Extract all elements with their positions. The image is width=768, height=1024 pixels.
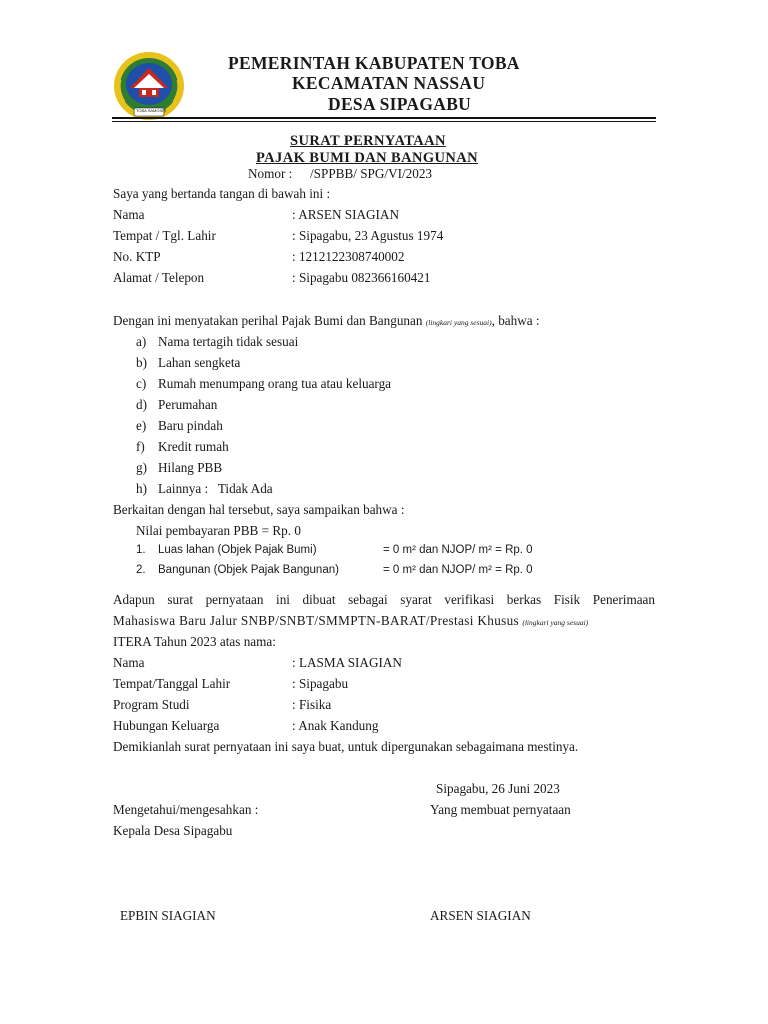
- detail-label: Bangunan (Objek Pajak Bangunan): [158, 564, 339, 576]
- option-letter: d): [136, 397, 147, 412]
- option-text: Rumah menumpang orang tua atau keluarga: [158, 376, 392, 391]
- statement-suffix: , bahwa :: [491, 313, 540, 328]
- approver-label: Mengetahui/mengesahkan :: [113, 802, 259, 817]
- intro-text: Saya yang bertanda tangan di bawah ini :: [113, 186, 331, 201]
- approver-name: EPBIN SIAGIAN: [120, 908, 216, 923]
- declarant-label: Nama: [113, 207, 145, 222]
- student-label: Program Studi: [113, 697, 190, 712]
- related-text: Berkaitan dengan hal tersebut, saya sampaikan bahwa :: [113, 502, 405, 517]
- option-text: Lainnya : Tidak Ada: [158, 481, 273, 496]
- declarant-label: No. KTP: [113, 249, 161, 264]
- detail-label: Luas lahan (Objek Pajak Bumi): [158, 544, 317, 556]
- payment-text: Nilai pembayaran PBB = Rp. 0: [136, 523, 301, 538]
- option-text: Baru pindah: [158, 418, 223, 433]
- detail-num: 2.: [136, 564, 146, 576]
- nomor-value: /SPPBB/ SPG/VI/2023: [310, 166, 433, 181]
- place-date: Sipagabu, 26 Juni 2023: [436, 781, 560, 796]
- logo-ribbon-text: TOBA SAMOSIR: [136, 108, 167, 113]
- purpose-line-1: [113, 592, 655, 608]
- regency-logo: [112, 50, 186, 122]
- option-letter: b): [136, 355, 147, 370]
- purpose-line-2-text: Mahasiswa Baru Jalur SNBP/SNBT/SMMPTN-BARAT/Prestasi Khusus: [113, 613, 520, 628]
- declarant-value: : ARSEN SIAGIAN: [292, 207, 399, 222]
- option-text: Hilang PBB: [158, 460, 223, 475]
- header-line-2: KECAMATAN NASSAU: [292, 73, 486, 93]
- statement-line: [113, 313, 540, 331]
- option-letter: e): [136, 418, 147, 433]
- option-text: Perumahan: [158, 397, 218, 412]
- declarant-sign-label: Yang membuat pernyataan: [430, 802, 571, 817]
- header-rule-thick: [112, 117, 656, 119]
- doc-title-1: SURAT PERNYATAAN: [290, 133, 446, 149]
- option-text: Lahan sengketa: [158, 355, 241, 370]
- declarant-sign-name: ARSEN SIAGIAN: [430, 908, 531, 923]
- declarant-label: Tempat / Tgl. Lahir: [113, 228, 216, 243]
- declarant-value: : 1212122308740002: [292, 249, 405, 264]
- student-value: : Anak Kandung: [292, 718, 379, 733]
- declarant-label: Alamat / Telepon: [113, 270, 205, 285]
- header-line-3: DESA SIPAGABU: [328, 94, 472, 114]
- student-label: Nama: [113, 655, 145, 670]
- purpose-line-1-text: Adapun surat pernyataan ini dibuat sebagai syarat verifikasi berkas Fisik Penerimaan: [113, 592, 655, 607]
- option-letter: a): [136, 334, 147, 349]
- purpose-line-2: [113, 613, 588, 631]
- declarant-value: : Sipagabu 082366160421: [292, 270, 431, 285]
- purpose-line-2-note: (lingkari yang sesuai): [522, 618, 589, 627]
- statement-note: (lingkari yang sesuai): [425, 318, 492, 327]
- declarant-value: : Sipagabu, 23 Agustus 1974: [292, 228, 444, 243]
- option-letter: h): [136, 481, 147, 496]
- student-value: : Sipagabu: [292, 676, 349, 691]
- option-text: Kredit rumah: [158, 439, 229, 454]
- statement-text: Dengan ini menyatakan perihal Pajak Bumi dan Bangunan: [113, 313, 423, 328]
- closing-text: Demikianlah surat pernyataan ini saya buat, untuk dipergunakan sebagaimana mestinya.: [113, 739, 579, 754]
- detail-value: = 0 m² dan NJOP/ m² = Rp. 0: [383, 544, 533, 556]
- header-line-1: PEMERINTAH KABUPATEN TOBA: [228, 53, 520, 73]
- doc-title-2: PAJAK BUMI DAN BANGUNAN: [256, 150, 478, 166]
- student-label: Tempat/Tanggal Lahir: [113, 676, 231, 691]
- option-letter: g): [136, 460, 147, 475]
- nomor-label: Nomor :: [248, 166, 293, 181]
- option-letter: c): [136, 376, 147, 391]
- header-rule-thin: [112, 121, 656, 122]
- detail-num: 1.: [136, 544, 146, 556]
- purpose-line-3: ITERA Tahun 2023 atas nama:: [113, 634, 276, 649]
- student-value: : Fisika: [292, 697, 332, 712]
- detail-value: = 0 m² dan NJOP/ m² = Rp. 0: [383, 564, 533, 576]
- option-letter: f): [136, 439, 145, 454]
- student-label: Hubungan Keluarga: [113, 718, 220, 733]
- approver-title: Kepala Desa Sipagabu: [113, 823, 233, 838]
- option-text: Nama tertagih tidak sesuai: [158, 334, 299, 349]
- student-value: : LASMA SIAGIAN: [292, 655, 402, 670]
